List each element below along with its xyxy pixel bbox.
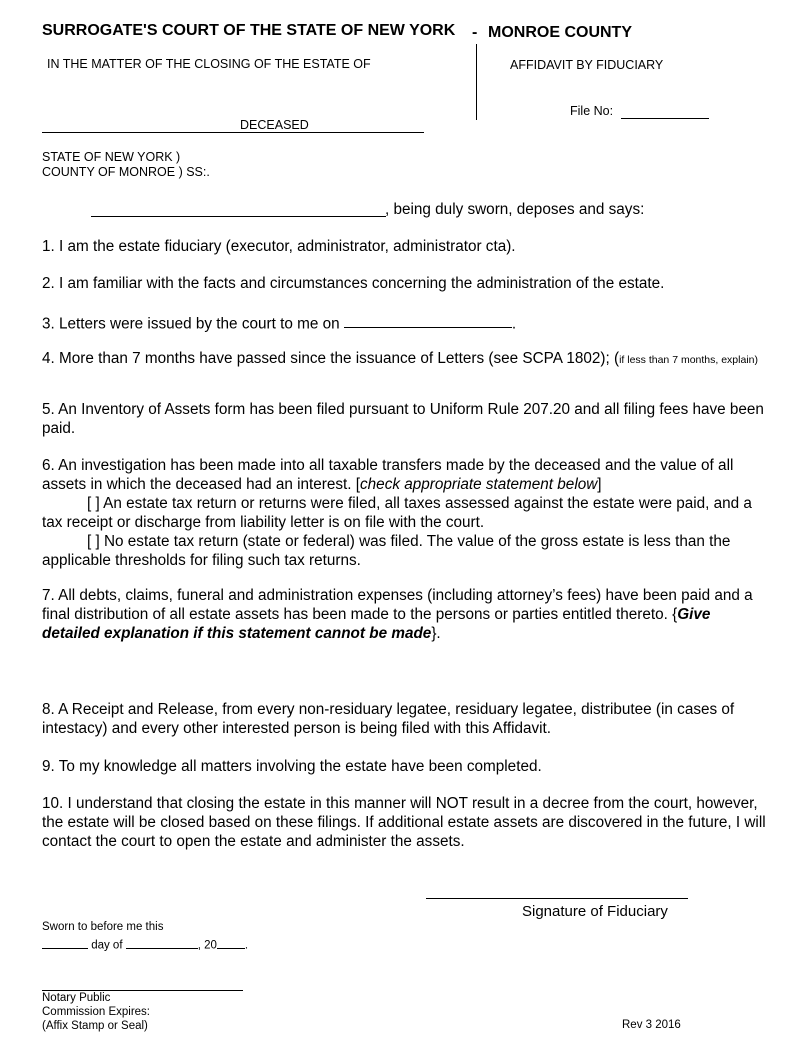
paragraph-7-text: 7. All debts, claims, funeral and administration expenses (including attorney’s fees) have been paid and a final distribution of all estate assets has been made to the persons or parties entitled thereto. [42,587,753,623]
paragraph-6-option-2 [42,532,767,570]
notary-public-label: Notary Public [42,992,111,1004]
paragraph-9: 9. To my knowledge all matters involving the estate have been completed. [42,758,542,775]
letters-date-field[interactable] [344,312,512,328]
county-title: MONROE COUNTY [488,24,632,41]
commission-label: Commission Expires: [42,1006,150,1018]
paragraph-7 [42,586,767,643]
fiduciary-name-field[interactable] [91,216,386,217]
paragraph-6-instruction: check appropriate statement below [360,476,598,493]
sworn-date-end: . [244,939,249,952]
stamp-label: (Affix Stamp or Seal) [42,1020,148,1032]
sworn-date-line [42,936,248,952]
venue-county: COUNTY OF MONROE ) SS:. [42,165,210,179]
paragraph-6-intro [42,456,767,494]
intro-text: , being duly sworn, deposes and says: [385,201,645,218]
header-dash: - [472,24,478,41]
year-prefix: , 20 [197,939,217,952]
decedent-name-field[interactable] [42,132,424,133]
paragraph-6-option-1 [42,494,767,532]
paragraph-6-text: 6. An investigation has been made into all taxable transfers made by the deceased and the value of all assets in which the deceased had an interest. [ [42,457,734,493]
deceased-label: DECEASED [240,118,309,132]
sworn-caption: Sworn to before me this [42,921,164,933]
paragraph-3 [42,312,767,333]
sworn-day-field[interactable] [42,936,88,949]
paragraph-3-text: 3. Letters were issued by the court to me on [42,315,344,333]
court-title: SURROGATE'S COURT OF THE STATE OF NEW YORK [42,22,456,39]
paragraph-1: 1. I am the estate fiduciary (executor, administrator, administrator cta). [42,238,516,255]
revision-label: Rev 3 2016 [622,1019,681,1031]
option-1-checkbox[interactable]: [ ] [87,495,100,512]
paragraph-4-text: 4. More than 7 months have passed since the issuance of Letters (see SCPA 1802); ( [42,350,620,367]
paragraph-5: 5. An Inventory of Assets form has been filed pursuant to Uniform Rule 207.20 and all filing fees have been paid. [42,401,764,437]
paragraph-4-close: ) [754,354,758,366]
option-2-text: No estate tax return (state or federal) was filed. The value of the gross estate is less than the applicable thresholds for filing such tax returns. [42,533,731,569]
paragraph-7-close: }. [431,625,441,642]
file-no-field[interactable] [621,118,709,119]
paragraph-2: 2. I am familiar with the facts and circumstances concerning the administration of the estate. [42,275,665,292]
signature-line[interactable] [426,898,688,899]
file-no-label: File No: [570,104,614,118]
paragraph-7-instruction: Give detailed explanation if this statement cannot be made [42,606,711,642]
option-2-checkbox[interactable]: [ ] [87,533,100,550]
paragraph-8: 8. A Receipt and Release, from every non-residuary legatee, residuary legatee, distributee (in cases of intestacy) and every other interested person is being filed with this Affidavit. [42,701,735,737]
option-1-text: An estate tax return or returns were filed, all taxes assessed against the estate were paid, and a tax receipt or discharge from liability letter is on file with the court. [42,495,752,531]
paragraph-10: 10. I understand that closing the estate in this manner will NOT result in a decree from the court, however, the estate will be closed based on these filings. If additional estate assets are discovered in the future, I will contact the court to open the estate and administer the assets. [42,795,766,850]
paragraph-4 [42,350,767,369]
sworn-month-field[interactable] [126,936,198,949]
matter-caption: IN THE MATTER OF THE CLOSING OF THE ESTATE OF [47,57,371,71]
day-of-label: day of [88,939,126,952]
paragraph-6-close: ] [597,476,602,493]
caption-divider [476,44,477,120]
form-title: AFFIDAVIT BY FIDUCIARY [510,58,664,72]
paragraph-4-note: if less than 7 months, explain [619,354,755,366]
venue-state: STATE OF NEW YORK ) [42,150,181,164]
notary-signature-line[interactable] [42,990,243,991]
paragraph-3-end: . [511,315,517,333]
paragraph-7-open: { [672,606,678,623]
sworn-year-field[interactable] [217,936,245,949]
signature-label: Signature of Fiduciary [522,903,668,920]
paragraph-6 [42,456,767,570]
